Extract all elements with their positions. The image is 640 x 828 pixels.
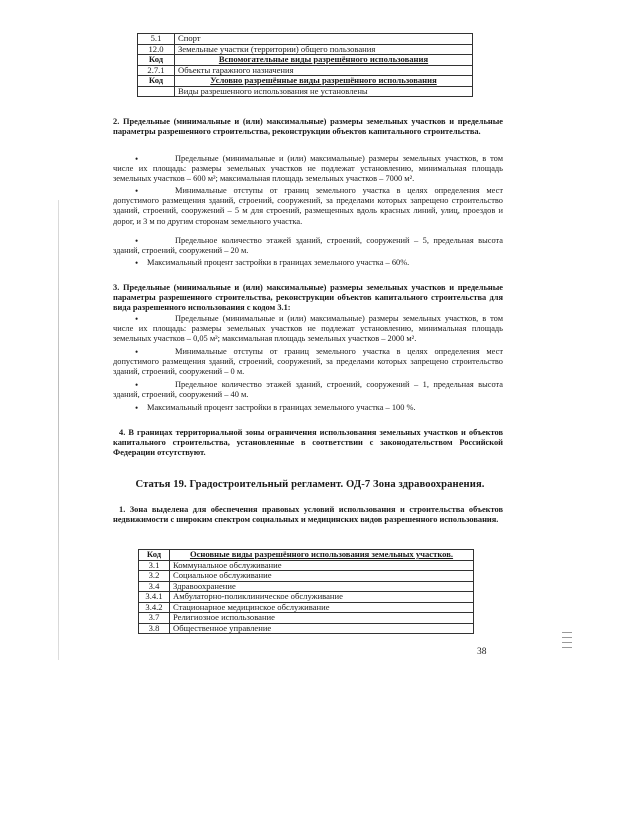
- row-code-cell: 3.4.1: [139, 592, 170, 603]
- bullet-marker: •: [135, 186, 139, 196]
- article-19-title: Статья 19. Градостроительный регламент. ОД-7 Зона здравоохранения.: [135, 479, 485, 490]
- section-2-bullet-1: Предельные (минимальные и (или) максимальные) размеры земельных участков, в том числе их площадь: размеры земельных участков не подлежат установлению, минимальная площадь земельных участков – 600 м²; максимальная площадь земельных участков – 7000 м².: [113, 154, 503, 184]
- row-text-cell: Спорт: [175, 34, 473, 45]
- top-permitted-use-table: [137, 33, 473, 97]
- row-code-cell: 3.4.2: [139, 602, 170, 613]
- table-subheader-row: [138, 76, 473, 87]
- row-code-cell: 3.1: [139, 560, 170, 571]
- table-row: [138, 65, 473, 76]
- bullet-marker: •: [135, 236, 139, 246]
- bullet-marker: •: [135, 314, 139, 324]
- row-code-cell: 5.1: [138, 34, 175, 45]
- article-19-paragraph-1: 1. Зона выделена для обеспечения правовых условий использования и строительства объектов недвижимости с широким спектром социальных и медицинских видов разрешенного использования.: [113, 505, 503, 525]
- header-code-cell: Код: [139, 550, 170, 561]
- row-text-cell: Объекты гаражного назначения: [175, 65, 473, 76]
- row-text-cell: Виды разрешенного использования не установлены: [175, 86, 473, 97]
- main-permitted-use-table: [138, 549, 474, 634]
- margin-marks: [562, 632, 572, 652]
- row-text-cell: Общественное управление: [170, 623, 474, 634]
- section-2-heading: 2. Предельные (минимальные и (или) максимальные) размеры земельных участков и предельные параметры разрешенного строительства, реконструкции объектов капитального строительства.: [113, 117, 503, 137]
- row-text-cell: Социальное обслуживание: [170, 571, 474, 582]
- row-code-cell: Код: [138, 55, 175, 66]
- table-row: [139, 623, 474, 634]
- row-code-cell: 3.7: [139, 613, 170, 624]
- row-text-cell: Вспомогательные виды разрешённого использования: [175, 55, 473, 66]
- section-2-bullet-2: Минимальные отступы от границ земельного участка в целях определения мест допустимого размещения зданий, строений, сооружений, за пределами которых запрещено строительство зданий, строений, сооружений – 5 м для строений, размещенных вдоль красных линий, улиц, проездов и дорог, и 3 м по другим сторонам земельного участка.: [113, 186, 503, 226]
- row-text-cell: Условно разрешённые виды разрешённого использования: [175, 76, 473, 87]
- bullet-marker: •: [135, 380, 139, 390]
- scan-edge-line: [58, 200, 59, 660]
- section-2-bullet-4: Максимальный процент застройки в границах земельного участка – 60%.: [147, 258, 410, 267]
- page-number: 38: [477, 647, 487, 657]
- row-code-cell: 3.4: [139, 581, 170, 592]
- section-4-text: 4. В границах территориальной зоны ограничения использования земельных участков и объектов капитального строительства, установленные в соответствии с законодательством Российской Федерации отсутствуют.: [113, 428, 503, 458]
- row-text-cell: Земельные участки (территории) общего пользования: [175, 44, 473, 55]
- row-code-cell: [138, 86, 175, 97]
- bullet-marker: •: [135, 154, 139, 164]
- row-text-cell: Стационарное медицинское обслуживание: [170, 602, 474, 613]
- table-row: [139, 571, 474, 582]
- row-code-cell: 2.7.1: [138, 65, 175, 76]
- row-text-cell: Амбулаторно-поликлиническое обслуживание: [170, 592, 474, 603]
- table-row: [139, 592, 474, 603]
- table-row: [138, 86, 473, 97]
- table-row: [139, 560, 474, 571]
- table-header-row: [139, 550, 474, 561]
- section-3-bullet-3: Предельное количество этажей зданий, строений, сооружений – 1, предельная высота зданий, строений, сооружений – 40 м.: [113, 380, 503, 400]
- row-code-cell: 3.8: [139, 623, 170, 634]
- header-title-cell: Основные виды разрешённого использования земельных участков.: [170, 550, 474, 561]
- section-3-heading: 3. Предельные (минимальные и (или) максимальные) размеры земельных участков и предельные параметры разрешенного строительства, реконструкции объектов капитального строительства для вида разрешенного использования с кодом 3.1:: [113, 283, 503, 313]
- section-3-bullet-2: Минимальные отступы от границ земельного участка в целях определения мест допустимого размещения зданий, строений, сооружений, за пределами которых запрещено строительство зданий, строений, сооружений – 0 м.: [113, 347, 503, 377]
- row-text-cell: Коммунальное обслуживание: [170, 560, 474, 571]
- row-code-cell: Код: [138, 76, 175, 87]
- table-subheader-row: [138, 55, 473, 66]
- row-code-cell: 12.0: [138, 44, 175, 55]
- row-text-cell: Здравоохранение: [170, 581, 474, 592]
- table-row: [139, 613, 474, 624]
- table-row: [139, 602, 474, 613]
- row-text-cell: Религиозное использование: [170, 613, 474, 624]
- section-3-bullet-4: Максимальный процент застройки в границах земельного участка – 100 %.: [147, 403, 416, 412]
- row-code-cell: 3.2: [139, 571, 170, 582]
- table-row: [138, 34, 473, 45]
- table-row: [139, 581, 474, 592]
- bullet-marker: •: [135, 403, 139, 413]
- section-2-bullet-3: Предельное количество этажей зданий, строений, сооружений – 5, предельная высота зданий, строений, сооружений – 20 м.: [113, 236, 503, 256]
- bullet-marker: •: [135, 347, 139, 357]
- bullet-marker: •: [135, 258, 139, 268]
- section-3-bullet-1: Предельные (минимальные и (или) максимальные) размеры земельных участков, в том числе их площадь: размеры земельных участков не подлежат установлению, минимальная площадь земельных участков – 0,05 м²; максимальная площадь земельных участков – 2000 м².: [113, 314, 503, 344]
- table-row: [138, 44, 473, 55]
